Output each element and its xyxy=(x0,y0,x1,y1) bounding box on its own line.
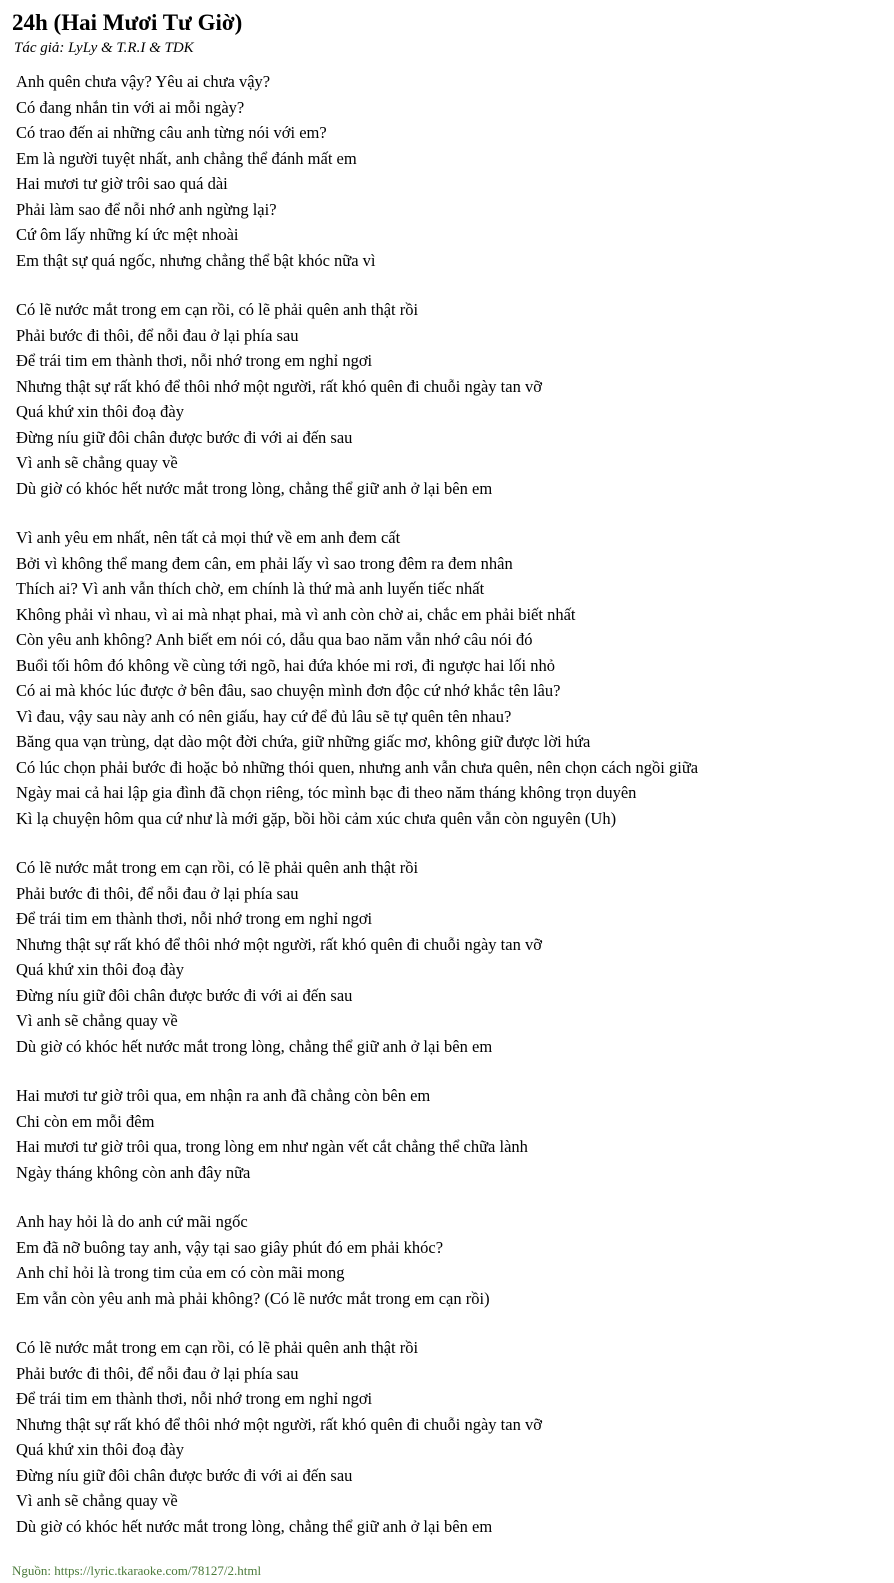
lyric-line: Thích ai? Vì anh vẫn thích chờ, em chính là thứ mà anh luyến tiếc nhất xyxy=(16,579,485,599)
lyric-line: Đừng níu giữ đôi chân được bước đi với ai đến sau xyxy=(16,427,353,447)
song-author: Tác giả: LyLy & T.R.I & TDK xyxy=(14,40,194,57)
page-title: 24h (Hai Mươi Tư Giờ) xyxy=(12,10,243,35)
lyric-line: Có ai mà khóc lúc được ở bên đâu, sao chuyện mình đơn độc cứ nhớ khắc tên lâu? xyxy=(16,681,561,701)
source-line xyxy=(12,1563,882,1579)
lyric-line: Em thật sự quá ngốc, nhưng chẳng thể bật khóc nữa vì xyxy=(16,250,376,270)
lyric-line: Bởi vì không thể mang đem cân, em phải lấy vì sao trong đêm ra đem nhân xyxy=(16,553,513,573)
lyric-line: Phải bước đi thôi, để nỗi đau ở lại phía sau xyxy=(16,883,299,903)
lyric-line: Quá khứ xin thôi đoạ đày xyxy=(16,402,184,422)
lyric-line: Để trái tim em thành thơi, nỗi nhớ trong em nghỉ ngơi xyxy=(16,909,373,929)
lyric-line: Anh quên chưa vậy? Yêu ai chưa vậy? xyxy=(16,72,271,92)
lyric-line: Nhưng thật sự rất khó để thôi nhớ một người, rất khó quên đi chuỗi ngày tan vỡ xyxy=(16,376,542,396)
lyric-stanza xyxy=(16,1335,882,1539)
lyric-line: Đừng níu giữ đôi chân được bước đi với ai đến sau xyxy=(16,985,353,1005)
lyric-line: Đừng níu giữ đôi chân được bước đi với ai đến sau xyxy=(16,1465,353,1485)
lyric-line: Phải bước đi thôi, để nỗi đau ở lại phía sau xyxy=(16,1363,299,1383)
lyric-line: Có lẽ nước mắt trong em cạn rồi, có lẽ phải quên anh thật rồi xyxy=(16,300,419,320)
lyric-line: Hai mươi tư giờ trôi qua, em nhận ra anh đã chẳng còn bên em xyxy=(16,1086,431,1106)
lyric-line: Phải bước đi thôi, để nỗi đau ở lại phía sau xyxy=(16,325,299,345)
lyric-line: Vì anh sẽ chẳng quay về xyxy=(16,1491,178,1511)
lyric-line: Kì lạ chuyện hôm qua cứ như là mới gặp, bồi hồi cảm xúc chưa quên vẫn còn nguyên (Uh) xyxy=(16,808,617,828)
lyric-line: Dù giờ có khóc hết nước mắt trong lòng, chẳng thể giữ anh ở lại bên em xyxy=(16,1516,493,1536)
lyric-line: Dù giờ có khóc hết nước mắt trong lòng, chẳng thể giữ anh ở lại bên em xyxy=(16,1036,493,1056)
lyric-line: Anh hay hỏi là do anh cứ mãi ngốc xyxy=(16,1212,248,1232)
lyric-line: Có lúc chọn phải bước đi hoặc bỏ những thói quen, nhưng anh vẫn chưa quên, nên chọn cách ngồi giữa xyxy=(16,757,699,777)
lyric-line: Còn yêu anh không? Anh biết em nói có, dẫu qua bao năm vẫn nhớ câu nói đó xyxy=(16,630,533,650)
lyric-line: Có đang nhắn tin với ai mỗi ngày? xyxy=(16,97,245,117)
lyric-line: Có trao đến ai những câu anh từng nói với em? xyxy=(16,123,327,143)
lyric-line: Hai mươi tư giờ trôi sao quá dài xyxy=(16,174,228,194)
lyric-line: Băng qua vạn trùng, dạt dào một đời chứa, giữ những giấc mơ, không giữ được lời hứa xyxy=(16,732,591,752)
lyric-line: Em đã nỡ buông tay anh, vậy tại sao giây phút đó em phải khóc? xyxy=(16,1237,444,1257)
lyric-line: Phải làm sao để nỗi nhớ anh ngừng lại? xyxy=(16,199,277,219)
lyric-line: Hai mươi tư giờ trôi qua, trong lòng em như ngàn vết cắt chẳng thể chữa lành xyxy=(16,1137,528,1157)
lyric-line: Quá khứ xin thôi đoạ đày xyxy=(16,1440,184,1460)
lyric-stanza xyxy=(16,69,882,273)
lyric-line: Để trái tim em thành thơi, nỗi nhớ trong em nghỉ ngơi xyxy=(16,1389,373,1409)
lyrics-body xyxy=(12,69,882,1539)
source-label: Nguồn: xyxy=(12,1563,55,1579)
lyric-line: Ngày tháng không còn anh đây nữa xyxy=(16,1162,251,1182)
lyric-line: Vì đau, vậy sau này anh có nên giấu, hay cứ để đủ lâu sẽ tự quên tên nhau? xyxy=(16,706,512,726)
lyric-line: Buổi tối hôm đó không về cùng tới ngõ, hai đứa khóe mi rơi, đi ngược hai lối nhỏ xyxy=(16,655,556,675)
lyric-line: Vì anh sẽ chẳng quay về xyxy=(16,453,178,473)
lyric-line: Nhưng thật sự rất khó để thôi nhớ một người, rất khó quên đi chuỗi ngày tan vỡ xyxy=(16,934,542,954)
lyric-line: Quá khứ xin thôi đoạ đày xyxy=(16,960,184,980)
lyric-line: Có lẽ nước mắt trong em cạn rồi, có lẽ phải quên anh thật rồi xyxy=(16,858,419,878)
lyric-line: Có lẽ nước mắt trong em cạn rồi, có lẽ phải quên anh thật rồi xyxy=(16,1338,419,1358)
lyric-line: Chi còn em mỗi đêm xyxy=(16,1111,155,1131)
lyric-stanza xyxy=(16,855,882,1059)
source-link[interactable]: https://lyric.tkaraoke.com/78127/2.html xyxy=(54,1563,262,1579)
lyric-line: Em là người tuyệt nhất, anh chẳng thể đánh mất em xyxy=(16,148,357,168)
lyric-line: Không phải vì nhau, vì ai mà nhạt phai, mà vì anh còn chờ ai, chắc em phải biết nhất xyxy=(16,604,576,624)
lyric-stanza xyxy=(16,297,882,501)
lyric-line: Anh chỉ hỏi là trong tim của em có còn mãi mong xyxy=(16,1263,345,1283)
lyric-line: Dù giờ có khóc hết nước mắt trong lòng, chẳng thể giữ anh ở lại bên em xyxy=(16,478,493,498)
lyric-line: Ngày mai cả hai lập gia đình đã chọn riêng, tóc mình bạc đi theo năm tháng không trọn duyên xyxy=(16,783,637,803)
lyric-stanza xyxy=(16,525,882,831)
lyric-line: Vì anh yêu em nhất, nên tất cả mọi thứ về em anh đem cất xyxy=(16,528,401,548)
lyric-line: Vì anh sẽ chẳng quay về xyxy=(16,1011,178,1031)
lyric-line: Để trái tim em thành thơi, nỗi nhớ trong em nghỉ ngơi xyxy=(16,351,373,371)
lyric-line: Nhưng thật sự rất khó để thôi nhớ một người, rất khó quên đi chuỗi ngày tan vỡ xyxy=(16,1414,542,1434)
lyric-stanza xyxy=(16,1083,882,1185)
lyric-stanza xyxy=(16,1209,882,1311)
lyric-line: Cứ ôm lấy những kí ức mệt nhoài xyxy=(16,225,239,245)
lyric-line: Em vẫn còn yêu anh mà phải không? (Có lẽ nước mắt trong em cạn rồi) xyxy=(16,1288,490,1308)
